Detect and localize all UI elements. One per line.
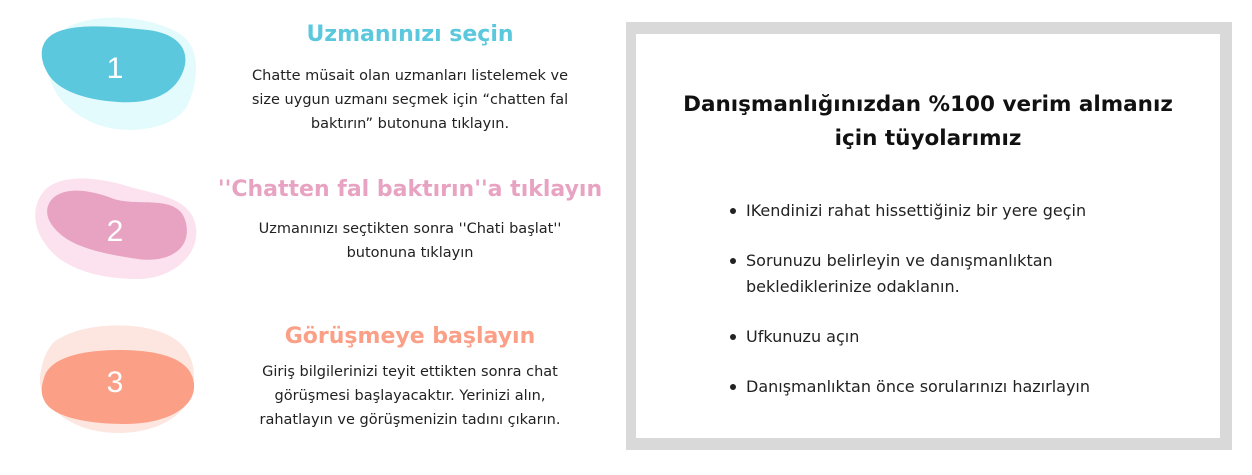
step-3-desc-line: görüşmesi başlayacaktır. Yerinizi alın, — [274, 388, 546, 404]
tips-heading-line: için tüyolarımız — [834, 126, 1022, 151]
step-1-desc-line: baktırın” butonuna tıklayın. — [310, 116, 510, 132]
step-2-desc-line: Uzmanınızı seçtikten sonra ''Chati başlat'' — [258, 221, 562, 237]
tip-text: Sorunuzu belirleyin ve danışmanlıktan — [746, 251, 1053, 270]
bullet-icon — [730, 384, 736, 390]
step-3 — [0, 318, 620, 458]
step-1 — [0, 12, 620, 152]
step-2-blob-icon — [30, 171, 200, 291]
step-3-desc-line: Giriş bilgilerinizi teyit ettikten sonra chat — [262, 364, 558, 380]
bullet-icon — [730, 258, 736, 264]
tip-item — [726, 198, 1186, 224]
step-1-desc-line: size uygun uzmanı seçmek için “chatten fal — [251, 92, 569, 108]
tip-text: Danışmanlıktan önce sorularınızı hazırlayın — [746, 377, 1090, 396]
step-1-number: 1 — [106, 52, 124, 85]
step-1-desc-line: Chatte müsait olan uzmanları listelemek ve — [252, 68, 568, 84]
tip-text: IKendinizi rahat hissettiğiniz bir yere geçin — [746, 201, 1087, 220]
tips-frame — [626, 22, 1232, 450]
step-2 — [0, 165, 620, 305]
step-1-description — [240, 64, 580, 136]
step-1-title: Uzmanınızı seçin — [306, 22, 514, 47]
step-3-blob-icon — [30, 320, 200, 440]
tips-panel — [636, 34, 1220, 438]
step-2-desc-line: butonuna tıklayın — [346, 245, 474, 261]
tip-item — [726, 248, 1186, 300]
tips-heading-line: Danışmanlığınızdan %100 verim almanız — [683, 92, 1173, 117]
step-2-description — [240, 217, 580, 265]
bullet-icon — [730, 334, 736, 340]
step-3-number: 3 — [106, 366, 124, 399]
step-1-blob-icon — [30, 12, 200, 132]
step-3-description — [240, 360, 580, 432]
step-2-number: 2 — [106, 215, 124, 248]
tip-item — [726, 374, 1186, 400]
tips-heading — [656, 88, 1200, 156]
tip-text: Ufkunuzu açın — [746, 327, 860, 346]
tips-list — [726, 198, 1186, 424]
bullet-icon — [730, 208, 736, 214]
step-2-title: ''Chatten fal baktırın''a tıklayın — [217, 177, 603, 202]
step-3-title: Görüşmeye başlayın — [284, 324, 536, 349]
tip-text: beklediklerinize odaklanın. — [746, 277, 960, 296]
step-3-desc-line: rahatlayın ve görüşmenizin tadını çıkarın. — [259, 412, 561, 428]
tip-item — [726, 324, 1186, 350]
